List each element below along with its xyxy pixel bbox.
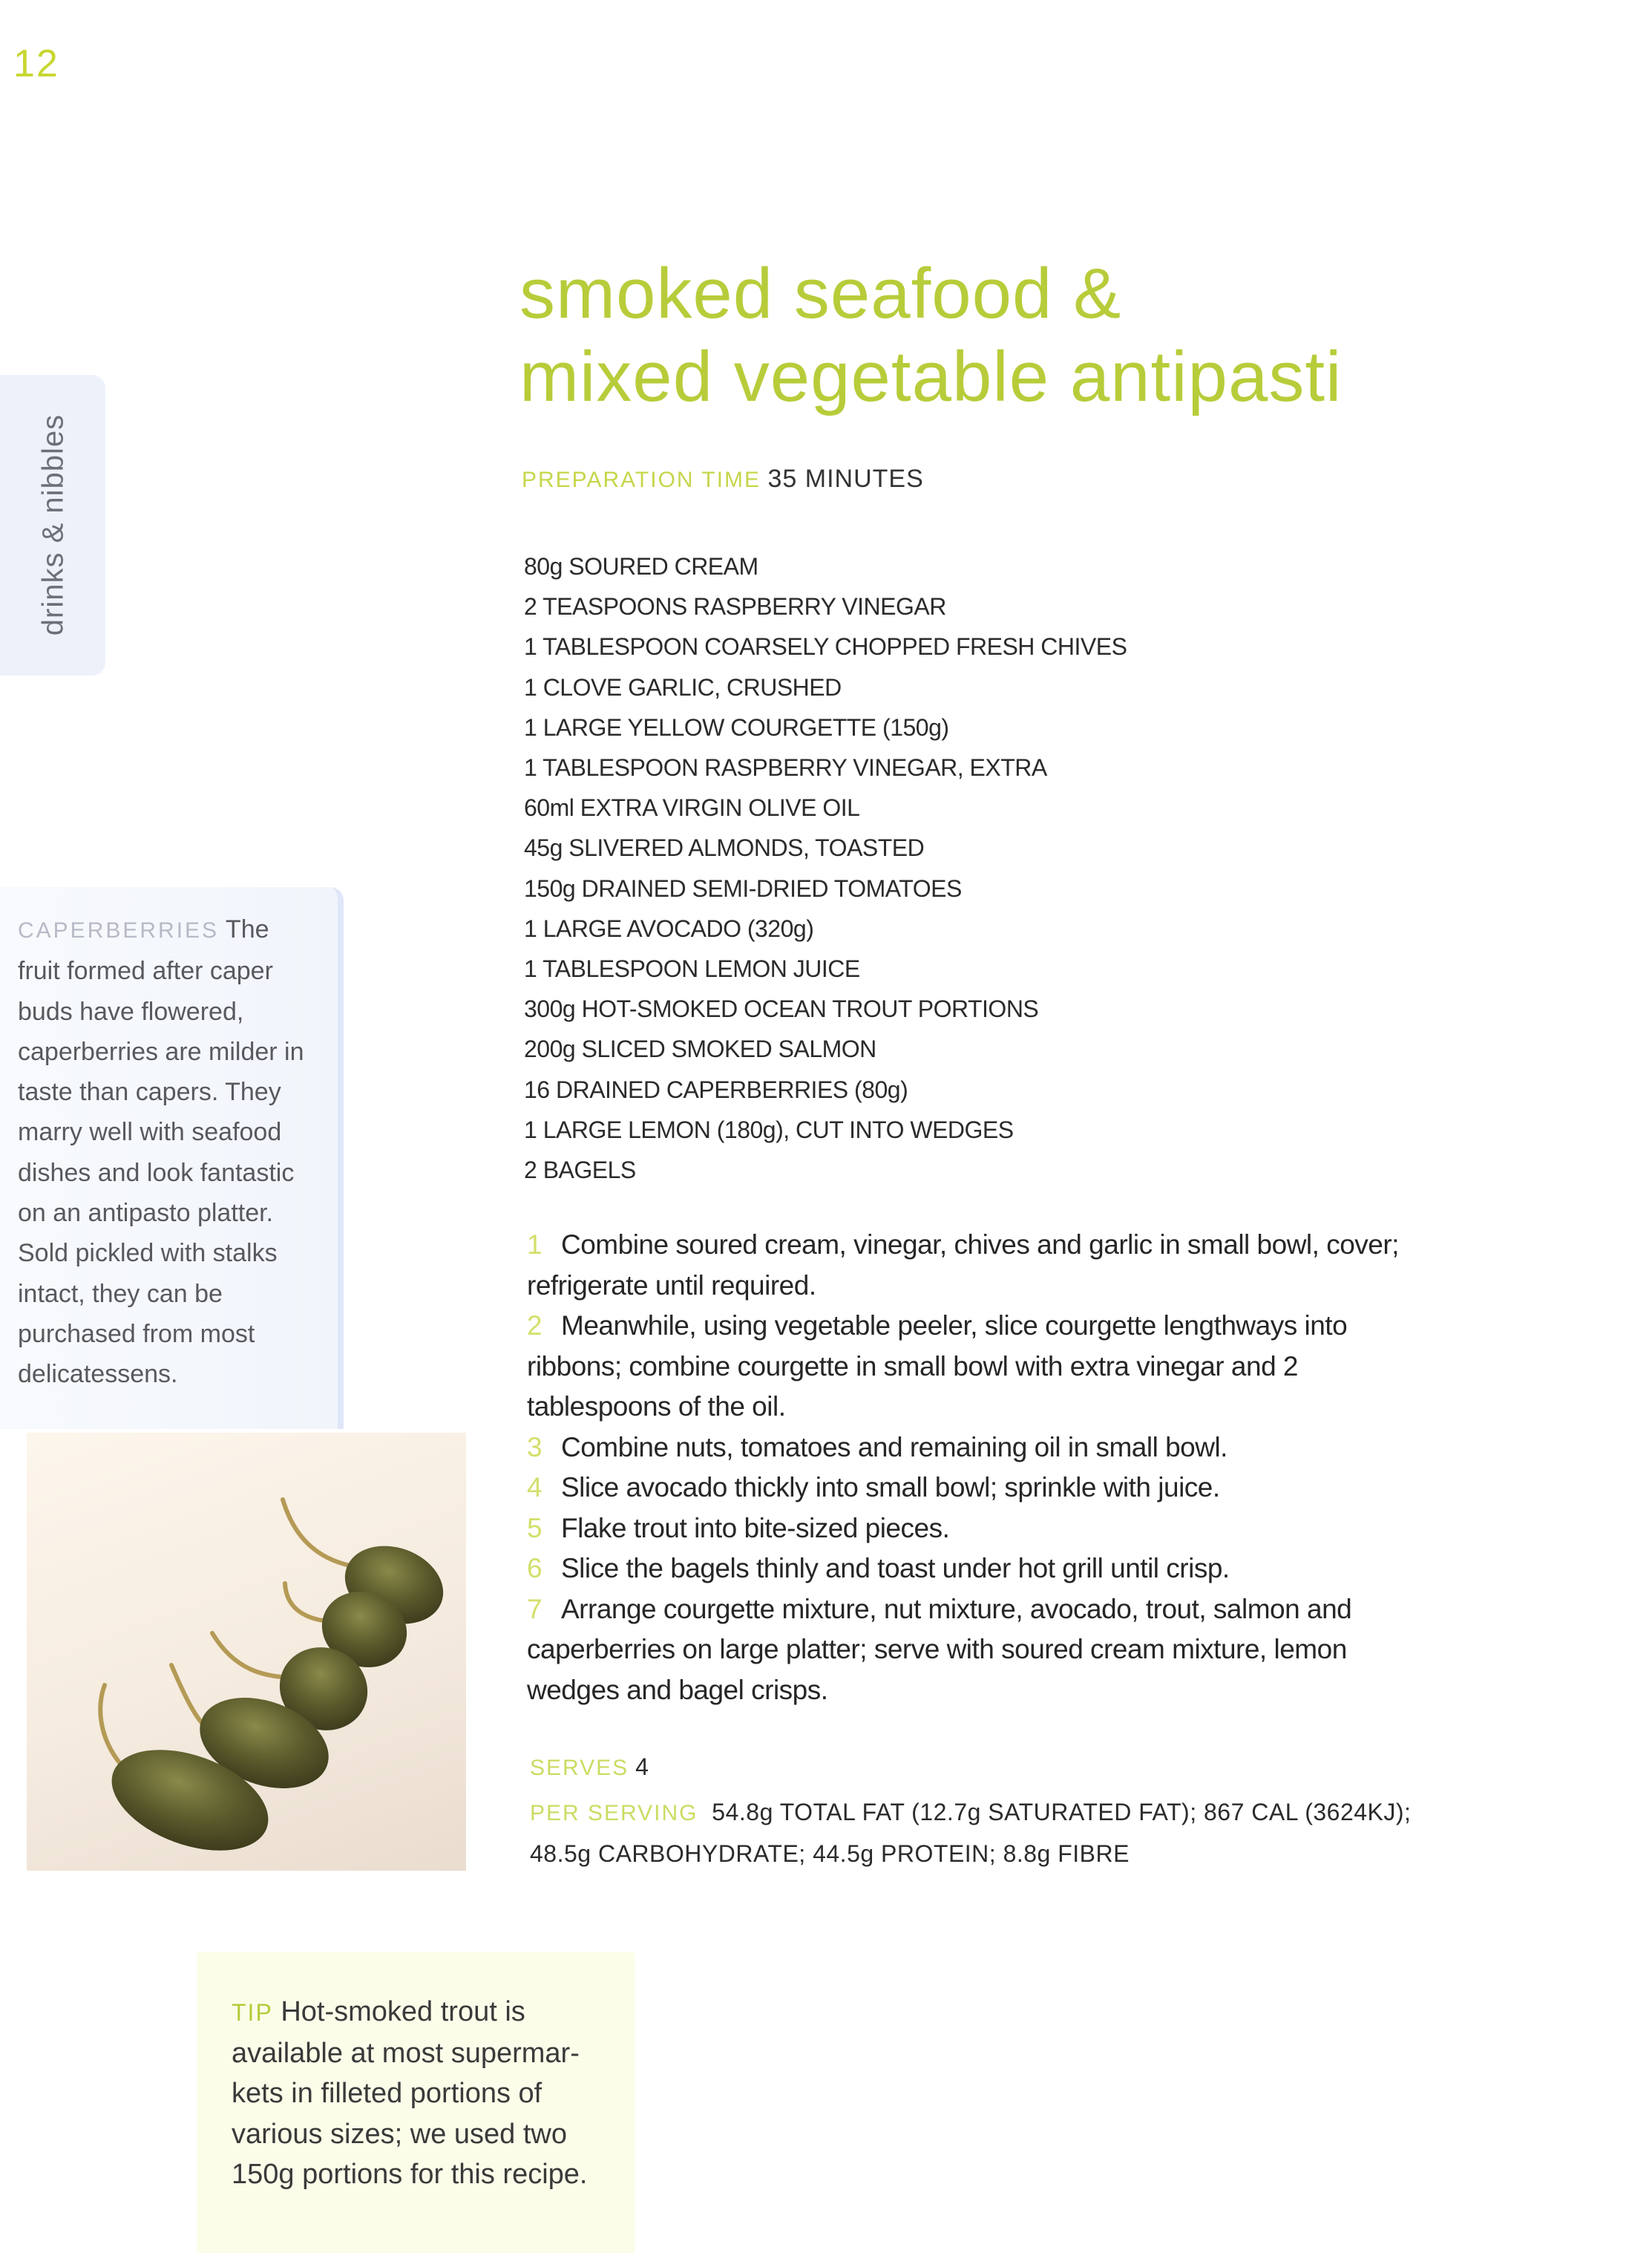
- step-text: Meanwhile, using vegetable peeler, slice courgette lengthways into ribbons; combine courgette in small bowl with extra vinegar and 2 tablespoons of the oil.: [527, 1310, 1348, 1422]
- serves-label: SERVES: [530, 1756, 629, 1780]
- method-step: [527, 1428, 1417, 1468]
- ingredient-list: [524, 546, 1127, 1190]
- recipe-title: [519, 252, 1410, 419]
- step-text: Combine nuts, tomatoes and remaining oil in small bowl.: [561, 1431, 1227, 1462]
- step-text: Flake trout into bite-sized pieces.: [561, 1512, 950, 1543]
- caperberries-photo: [27, 1433, 466, 1871]
- title-line-1: smoked seafood &: [519, 254, 1122, 333]
- step-text: Slice the bagels thinly and toast under hot grill until crisp.: [561, 1553, 1230, 1583]
- method-step: [527, 1508, 1417, 1549]
- section-tab-label: drinks & nibbles: [36, 413, 70, 636]
- tip: [232, 1992, 617, 2195]
- ingredient: 2 BAGELS: [524, 1157, 636, 1184]
- step-number: 2: [527, 1310, 543, 1341]
- method-step: [527, 1225, 1417, 1306]
- method-step: [527, 1589, 1417, 1711]
- step-number: 7: [527, 1593, 543, 1624]
- caperberries-illustration: [27, 1433, 466, 1871]
- sidebar-note-label: CAPERBERRIES: [18, 918, 220, 943]
- prep-label: PREPARATION TIME: [522, 468, 761, 492]
- per-serving-label: PER SERVING: [530, 1801, 698, 1825]
- per-serving-value: 54.8g TOTAL FAT (12.7g SATURATED FAT); 867 CAL (3624KJ); 48.5g CARBOHYDRATE; 44.5g PROTEIN; 8.8g FIBRE: [530, 1799, 1412, 1867]
- step-number: 1: [527, 1229, 543, 1260]
- ingredient: 1 LARGE LEMON (180g), CUT INTO WEDGES: [524, 1116, 1014, 1143]
- ingredient: 200g SLICED SMOKED SALMON: [524, 1036, 876, 1063]
- nutrition-per-serving: [530, 1792, 1420, 1874]
- step-number: 4: [527, 1472, 543, 1502]
- ingredient: 300g HOT-SMOKED OCEAN TROUT PORTIONS: [524, 995, 1039, 1023]
- step-number: 3: [527, 1431, 543, 1462]
- step-text: Slice avocado thickly into small bowl; sprinkle with juice.: [561, 1472, 1220, 1502]
- method-step: [527, 1306, 1417, 1428]
- step-number: 5: [527, 1512, 543, 1543]
- prep-value: 35 MINUTES: [767, 465, 924, 493]
- ingredient: 1 TABLESPOON LEMON JUICE: [524, 955, 860, 983]
- ingredient: 1 TABLESPOON COARSELY CHOPPED FRESH CHIVES: [524, 633, 1127, 661]
- tip-text: Hot-smoked trout is available at most supermar-kets in filleted portions of various sizes; we used two 150g portions for this recipe.: [232, 1996, 588, 2190]
- ingredient: 80g SOURED CREAM: [524, 553, 758, 580]
- ingredient: 1 LARGE YELLOW COURGETTE (150g): [524, 713, 949, 741]
- step-number: 6: [527, 1553, 543, 1583]
- tip-label: TIP: [232, 1999, 273, 2026]
- ingredient: 1 CLOVE GARLIC, CRUSHED: [524, 673, 842, 701]
- preparation-time: [522, 465, 924, 494]
- ingredient: 150g DRAINED SEMI-DRIED TOMATOES: [524, 874, 962, 902]
- method-step: [527, 1549, 1417, 1589]
- method-step: [527, 1468, 1417, 1508]
- ingredient: 45g SLIVERED ALMONDS, TOASTED: [524, 834, 925, 862]
- sidebar-note-text: The fruit formed after caper buds have flowered, caperberries are milder in taste than capers. They marry well with seafood dishes and look fantastic on an antipasto platter. Sold pickled with stalks intact, they can be purchased from most delicatessens.: [18, 915, 304, 1389]
- ingredient: 16 DRAINED CAPERBERRIES (80g): [524, 1076, 908, 1103]
- step-text: Arrange courgette mixture, nut mixture, avocado, trout, salmon and caperberries on large platter; serve with soured cream mixture, lemon wedges and bagel crisps.: [527, 1593, 1352, 1705]
- ingredient: 2 TEASPOONS RASPBERRY VINEGAR: [524, 593, 946, 621]
- title-line-2: mixed vegetable antipasti: [519, 337, 1343, 416]
- page-number: 12: [13, 42, 59, 85]
- sidebar-note: [18, 909, 315, 1395]
- ingredient: 60ml EXTRA VIRGIN OLIVE OIL: [524, 794, 860, 822]
- serves-value: 4: [635, 1753, 649, 1780]
- ingredient: 1 TABLESPOON RASPBERRY VINEGAR, EXTRA: [524, 754, 1047, 782]
- step-text: Combine soured cream, vinegar, chives and garlic in small bowl, cover; refrigerate until required.: [527, 1229, 1399, 1301]
- serves: [530, 1753, 649, 1781]
- ingredient: 1 LARGE AVOCADO (320g): [524, 915, 814, 942]
- method-steps: [527, 1225, 1417, 1710]
